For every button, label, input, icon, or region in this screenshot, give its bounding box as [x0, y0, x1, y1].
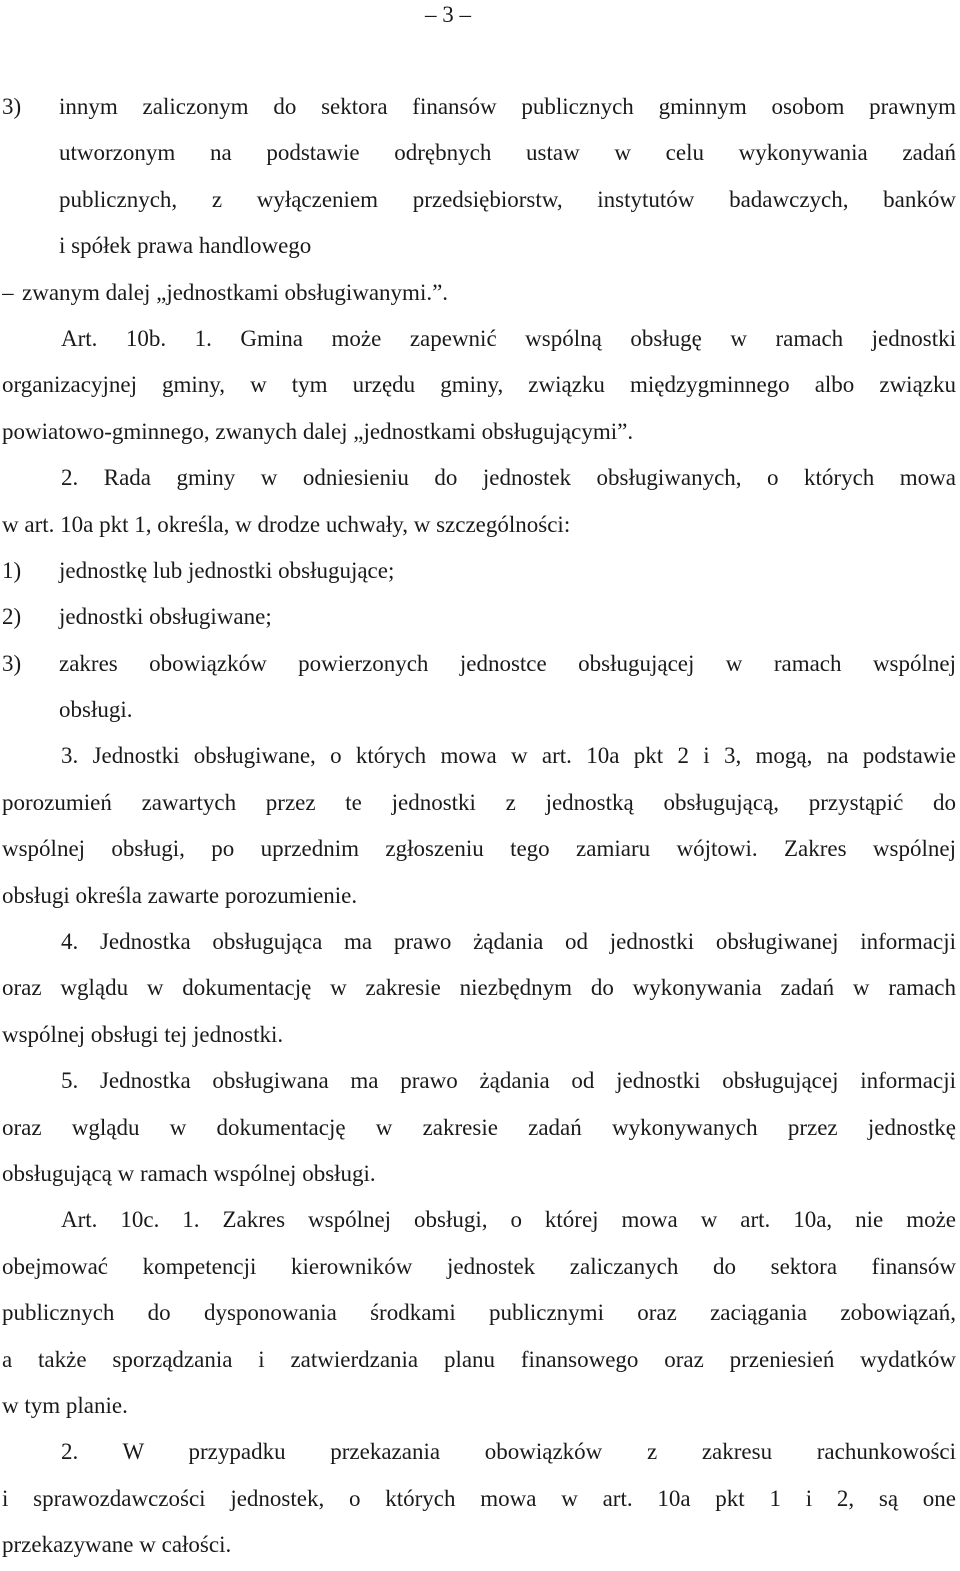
list-item-text: jednostkę lub jednostki obsługujące;	[59, 557, 395, 583]
paragraph-2-art-10c: 2. W przypadku przekazania obowiązków z zakresu rachunkowości	[61, 1439, 956, 1465]
text-line: obsługi.	[59, 697, 133, 723]
text-line: obsługi określa zawarte porozumienie.	[2, 882, 358, 908]
text-line: wspólnej obsługi tej jednostki.	[2, 1021, 284, 1047]
list-item-number: 2)	[2, 604, 22, 630]
list-item-3b	[2, 641, 956, 687]
list-item-number: 3)	[2, 650, 22, 676]
paragraph-5: 5. Jednostka obsługiwana ma prawo żądania od jednostki obsługującej informacji	[61, 1068, 956, 1094]
text-line: publicznych, z wyłączeniem przedsiębiorstw, instytutów badawczych, banków	[59, 186, 956, 212]
text-line: wspólnej obsługi, po uprzednim zgłoszeniu tego zamiaru wójtowi. Zakres wspólnej	[2, 836, 956, 862]
closing-dash-line	[2, 270, 956, 316]
text-line: i spółek prawa handlowego	[59, 233, 312, 259]
text-line: oraz wglądu w dokumentację w zakresie niezbędnym do wykonywania zadań w ramach	[2, 975, 956, 1001]
article-10c-heading: Art. 10c. 1. Zakres wspólnej obsługi, o której mowa w art. 10a, nie może	[61, 1207, 956, 1233]
article-10b-heading: Art. 10b. 1. Gmina może zapewnić wspólną obsługę w ramach jednostki	[61, 325, 956, 351]
list-item-2	[2, 594, 956, 640]
text-line: zwanym dalej „jednostkami obsługiwanymi.”.	[22, 279, 449, 305]
list-item-1	[2, 548, 956, 594]
paragraph-2: 2. Rada gminy w odniesieniu do jednostek obsługiwanych, o których mowa	[61, 465, 956, 491]
text-line: oraz wglądu w dokumentację w zakresie zadań wykonywanych przez jednostkę	[2, 1114, 956, 1140]
text-line: publicznych do dysponowania środkami publicznymi oraz zaciągania zobowiązań,	[2, 1300, 956, 1326]
text-line: obsługującą w ramach wspólnej obsługi.	[2, 1160, 376, 1186]
text-line: powiatowo-gminnego, zwanych dalej „jednostkami obsługującymi”.	[2, 418, 634, 444]
document-body	[2, 84, 956, 1569]
dash-marker: –	[2, 279, 14, 305]
text-line: porozumień zawartych przez te jednostki z jednostką obsługującą, przystąpić do	[2, 789, 956, 815]
text-line: i sprawozdawczości jednostek, o których mowa w art. 10a pkt 1 i 2, są one	[2, 1485, 956, 1511]
paragraph-3: 3. Jednostki obsługiwane, o których mowa w art. 10a pkt 2 i 3, mogą, na podstawie	[61, 743, 956, 769]
list-item-text: jednostki obsługiwane;	[59, 604, 272, 630]
text-line: a także sporządzania i zatwierdzania planu finansowego oraz przeniesień wydatków	[2, 1346, 956, 1372]
list-item-text: innym zaliczonym do sektora finansów publicznych gminnym osobom prawnym	[59, 94, 956, 119]
text-line: w tym planie.	[2, 1392, 128, 1418]
text-line: organizacyjnej gminy, w tym urzędu gminy, związku międzygminnego albo związku	[2, 372, 956, 398]
text-line: w art. 10a pkt 1, określa, w drodze uchwały, w szczególności:	[2, 511, 571, 537]
paragraph-4: 4. Jednostka obsługująca ma prawo żądania od jednostki obsługiwanej informacji	[61, 929, 956, 955]
list-item-3	[2, 84, 956, 130]
text-line: przekazywane w całości.	[2, 1532, 232, 1558]
list-item-number: 3)	[2, 94, 22, 119]
text-line: obejmować kompetencji kierowników jednostek zaliczanych do sektora finansów	[2, 1253, 956, 1279]
list-item-number: 1)	[2, 557, 22, 583]
page-number: – 3 –	[425, 2, 471, 27]
text-line: utworzonym na podstawie odrębnych ustaw w celu wykonywania zadań	[59, 140, 956, 166]
list-item-text: zakres obowiązków powierzonych jednostce obsługującej w ramach wspólnej	[59, 650, 956, 676]
